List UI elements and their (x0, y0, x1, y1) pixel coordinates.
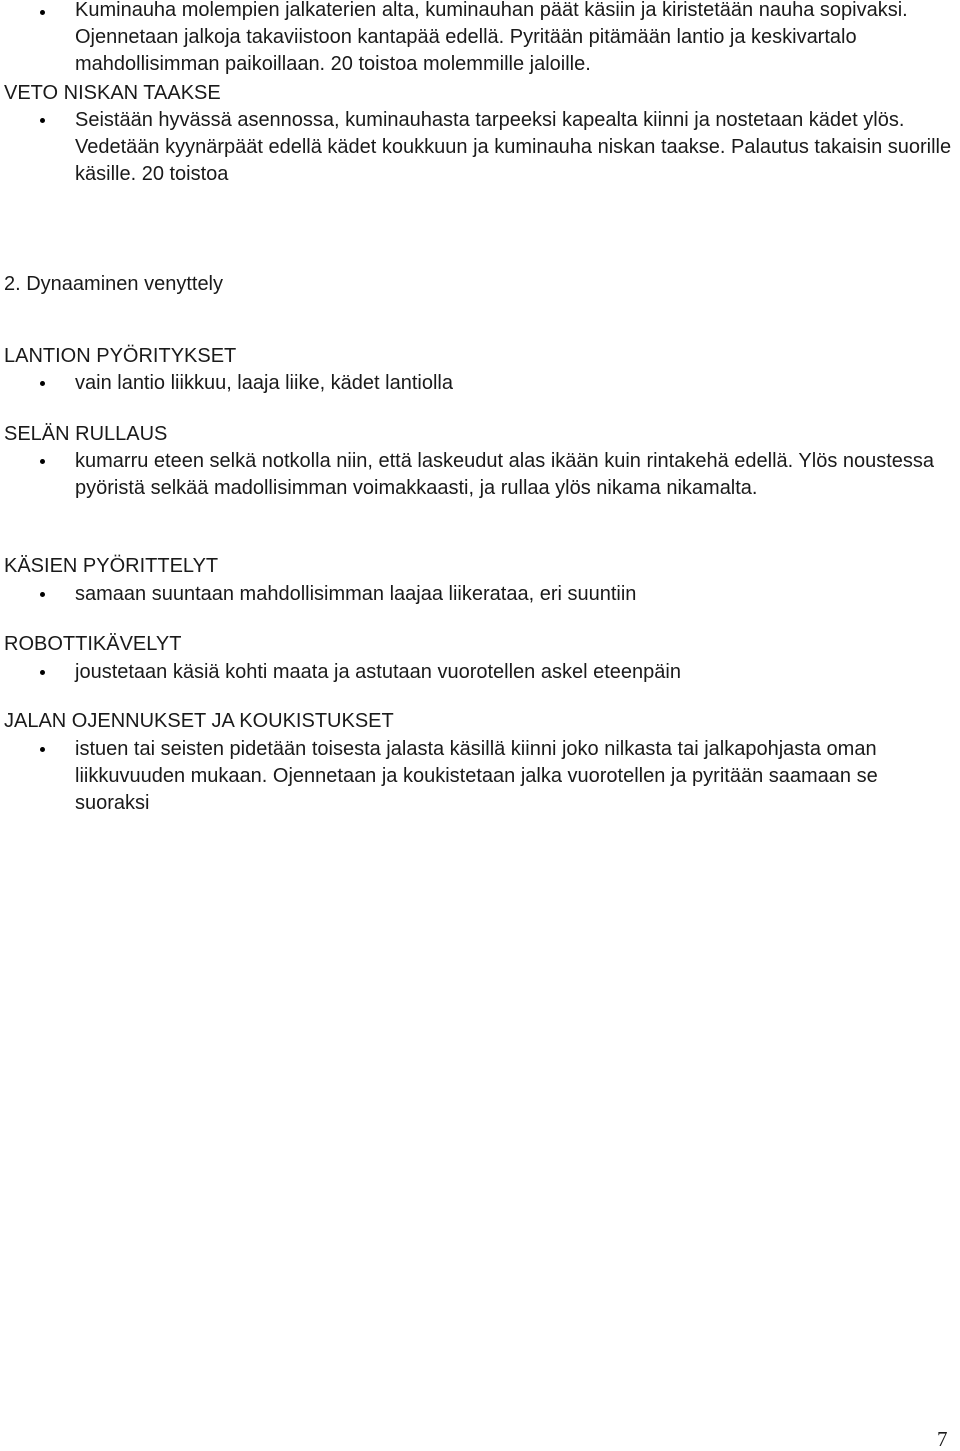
list-item: samaan suuntaan mahdollisimman laajaa liikerataa, eri suuntiin (75, 583, 637, 605)
bullet-icon (40, 459, 45, 464)
page-number: 7 (937, 1427, 948, 1451)
exercise-heading: LANTION PYÖRITYKSET (4, 345, 237, 367)
bullet-icon (40, 10, 45, 15)
exercise-heading: JALAN OJENNUKSET JA KOUKISTUKSET (4, 710, 394, 732)
list-item: joustetaan käsiä kohti maata ja astutaan vuorotellen askel eteenpäin (75, 661, 681, 683)
bullet-icon (40, 592, 45, 597)
list-item: Kuminauha molempien jalkaterien alta, kuminauhan päät käsiin ja kiristetään nauha sopivaksi. Ojennetaan jalkoja takaviistoon kantapää edellä. Pyritään pitämään lantio ja keskivartalo mahdollisimman paikoillaan. 20 toistoa molemmille jaloille. (75, 0, 908, 75)
list-item: kumarru eteen selkä notkolla niin, että laskeudut alas ikään kuin rintakehä edellä. Ylös noustessa pyöristä selkää madollisimman voimakkaasti, ja rullaa ylös nikama nikamalta. (75, 450, 935, 499)
bullet-icon (40, 670, 45, 675)
section-title: 2. Dynaaminen venyttely (4, 273, 224, 295)
bullet-icon (40, 118, 45, 123)
exercise-heading: ROBOTTIKÄVELYT (4, 633, 182, 655)
exercise-heading: KÄSIEN PYÖRITTELYT (4, 555, 219, 577)
exercise-heading: VETO NISKAN TAAKSE (4, 82, 221, 104)
list-item: Seistään hyvässä asennossa, kuminauhasta tarpeeksi kapealta kiinni ja nostetaan kädet ylös. Vedetään kyynärpäät edellä kädet koukkuun ja kuminauha niskan taakse. Palautus takaisin suorille käsille. 20 toistoa (75, 109, 952, 185)
list-item: istuen tai seisten pidetään toisesta jalasta käsillä kiinni joko nilkasta tai jalkapohjasta oman liikkuvuuden mukaan. Ojennetaan ja koukistetaan jalka vuorotellen ja pyritään saamaan se suoraksi (75, 738, 878, 814)
exercise-heading: SELÄN RULLAUS (4, 423, 168, 445)
list-item: vain lantio liikkuu, laaja liike, kädet lantiolla (75, 372, 453, 394)
bullet-icon (40, 747, 45, 752)
bullet-icon (40, 381, 45, 386)
